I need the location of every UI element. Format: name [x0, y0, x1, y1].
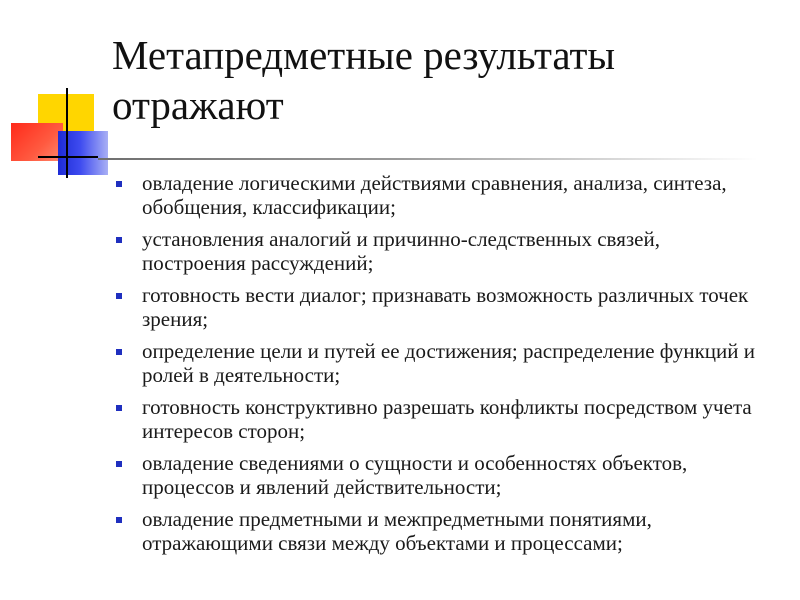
square-bullet-icon: [116, 293, 122, 299]
square-bullet-icon: [116, 517, 122, 523]
square-bullet-icon: [116, 237, 122, 243]
list-item: [108, 227, 768, 275]
slide-title: Метапредметные результаты отражают: [112, 32, 615, 128]
list-item-text: овладение предметными и межпредметными понятиями, отражающими связи между объектами и процессами;: [142, 507, 652, 555]
decor-vertical-line: [66, 88, 68, 178]
title-underline: [98, 158, 758, 160]
list-item: [108, 171, 768, 219]
list-item: [108, 283, 768, 331]
list-item: [108, 507, 768, 555]
square-bullet-icon: [116, 405, 122, 411]
list-item: [108, 451, 768, 499]
bullet-list: [108, 171, 768, 563]
list-item-text: готовность вести диалог; признавать возможность различных точек зрения;: [142, 283, 749, 331]
list-item-text: готовность конструктивно разрешать конфликты посредством учета интересов сторон;: [142, 395, 752, 443]
list-item: [108, 395, 768, 443]
decor-horizontal-line: [38, 156, 98, 158]
square-bullet-icon: [116, 461, 122, 467]
list-item-text: установления аналогий и причинно-следственных связей, построения рассуждений;: [142, 227, 660, 275]
list-item: [108, 339, 768, 387]
list-item-text: определение цели и путей ее достижения; распределение функций и ролей в деятельности;: [142, 339, 755, 387]
square-bullet-icon: [116, 181, 122, 187]
square-bullet-icon: [116, 349, 122, 355]
list-item-text: овладение сведениями о сущности и особенностях объектов, процессов и явлений действительности;: [142, 451, 688, 499]
list-item-text: овладение логическими действиями сравнения, анализа, синтеза, обобщения, классификации;: [142, 171, 727, 219]
